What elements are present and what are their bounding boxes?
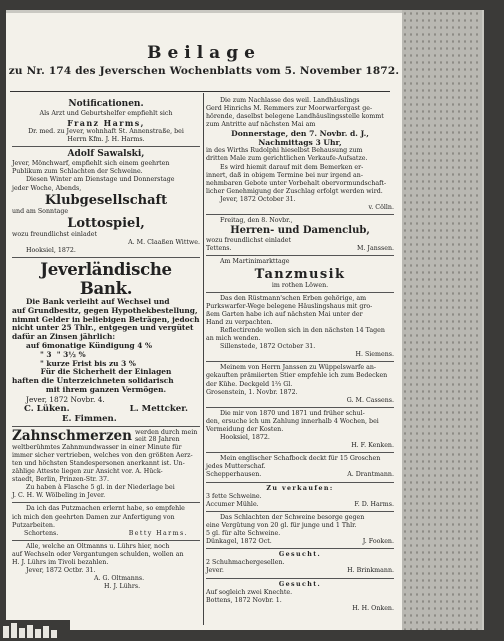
rule <box>12 540 200 541</box>
text-line: auf Wechseln oder Vergantungen schulden, wollen an <box>12 550 184 558</box>
notif-name: Franz Harms, <box>67 118 145 129</box>
text-line: dritten Male zum gerichtlichen Verkaufe-Aufsatze. <box>206 155 368 163</box>
rule <box>206 578 394 579</box>
verk-title: Zu verkaufen: <box>266 484 334 492</box>
text-line: Die mir von 1870 und 1871 und früher schul- <box>220 409 365 417</box>
text-line: " 3½ <box>56 349 77 359</box>
bank-title: Jeverländische Bank. <box>40 260 172 299</box>
text-line: in des Wirths Rudolphi hieselbst Behausung zum <box>206 147 363 155</box>
text-line: Die zum Nachlasse des weil. Landhäuslings <box>220 97 360 104</box>
text-line: Herrn Kfm. J. H. Harms. <box>67 136 145 144</box>
text-line: Mein englischer Schafbock deckt für 15 Groschen <box>220 455 381 463</box>
text-line: Es wird hiemit darauf mit dem Bemerken er- <box>220 163 364 171</box>
text-line: nehmbaren Gebote unter Vorbehalt obervormundschaft- <box>206 179 387 187</box>
text-line: licher Genehmigung der Zuschlag erfolgt werden wird. <box>206 187 383 195</box>
signature: E. Fimmen. <box>62 413 117 424</box>
signature: H. Brinkmann. <box>347 567 394 575</box>
text-line: Vermeidung der Kosten. <box>206 426 284 433</box>
text-line: auf 6monatige Kündigung 4 <box>26 341 143 351</box>
text-line: Reflectirende wollen sich in den nächsten 14 Tagen <box>220 326 385 334</box>
text-line: wozu freundlichst einladet <box>206 237 291 245</box>
klub-title: Klubgesellschaft <box>44 192 168 208</box>
text-line: " 3 <box>40 349 52 359</box>
text-line: Jever, 1872 October 31. <box>220 195 296 203</box>
text-line: Jever, 1872 Octbr. 31. <box>26 567 96 575</box>
masthead <box>6 13 402 91</box>
text-line: Accumer Mühle. <box>206 500 259 508</box>
text-line: Da ich das Putzmachen erlernt habe, so empfehle <box>26 505 185 513</box>
signature: C. Lüken. <box>24 403 70 414</box>
text-line: gekauften prämiierten Stier empfehle ich zum Bedecken <box>206 372 388 380</box>
text-line: Schortens. <box>24 529 59 537</box>
text-line: Meinem von Herrn Janssen zu Wüppelswarfe an- <box>220 364 377 372</box>
text-line: Hooksiel, 1872. <box>26 246 76 254</box>
text-line: Diesen Winter am Dienstage und Donnerstage <box>26 176 175 184</box>
tanz-title: Tanzmusik <box>254 266 346 282</box>
text-line: mit ihrem ganzen Vermögen. <box>45 385 167 394</box>
rule <box>206 255 394 256</box>
signature: H. J. Lührs. <box>104 583 141 591</box>
text-line: Schepperhausen. <box>206 471 262 479</box>
text-line: % <box>145 341 153 351</box>
text-line: Jever, 1872 Novbr. 4. <box>26 394 105 404</box>
text-line: ten und höchsten Standespersonen anerkannt ist. Un- <box>12 459 185 467</box>
left-column <box>12 93 200 591</box>
text-line: Jever, Mönchwarf, empfiehlt sich einem geehrten <box>12 160 170 168</box>
text-line: im rothen Löwen. <box>271 281 329 289</box>
text-line: Purkswarfer-Wege belegene Häuslingshaus mit gro- <box>206 302 373 310</box>
text-line: hörende, daselbst belegene Landhäuslingsstelle kommt <box>206 113 384 121</box>
text-line: Bottens, 1872 Novbr. 1. <box>206 596 282 604</box>
text-line: Am Martinimarkttage <box>220 258 290 266</box>
text-line: innert, daß in obigem Termine bei nur irgend an- <box>206 171 363 179</box>
sale-date: Donnerstage, den 7. Novbr. d. J., <box>231 129 369 139</box>
text-line: % <box>78 349 86 359</box>
signature: H. Siemens. <box>355 351 394 359</box>
title-rule <box>10 91 390 92</box>
rule <box>206 548 394 549</box>
text-line: immer sicher vertrieben, welches von den größten Aerz- <box>12 451 193 459</box>
text-line: ich mich den geehrten Damen zur Anfertigung von <box>12 513 175 521</box>
sale-time: Nachmittags 3 Uhr, <box>258 138 342 148</box>
rule <box>12 257 200 258</box>
newspaper-page <box>6 13 402 630</box>
text-line: dafür an Zinsen jährlich: <box>12 332 116 342</box>
text-line: der Kühe. Deckgeld 1⅔ Gl. <box>206 380 293 388</box>
club-title: Herren- und Damenclub, <box>230 225 370 237</box>
rule <box>206 511 394 512</box>
text-line: " kurze Frist bis zu 3 <box>40 358 127 368</box>
sawalski-name: Adolf Sawalski, <box>67 149 145 160</box>
text-line: % <box>128 358 136 368</box>
rule <box>206 407 394 408</box>
lotto-title: Lottospiel, <box>67 215 145 231</box>
text-line: Publikum zum Schlachten der Schweine. <box>12 168 143 176</box>
text-line: Auf sogleich zwei Knechte. <box>206 588 293 596</box>
zahn-title: Zahnschmerzen <box>12 427 132 444</box>
text-line: 2 Schuhmachergesellen. <box>206 559 285 567</box>
signature: G. M. Cassens. <box>346 396 394 404</box>
text-line: jeder Woche, Abends, <box>12 184 82 192</box>
text-line: eine Vergütung von 20 gl. für junge und 1 Thlr. <box>206 521 357 529</box>
text-line: Jever. <box>206 567 224 575</box>
text-line: Alle, welche an Oltmanns u. Lührs hier, noch <box>26 542 170 550</box>
text-line: 5 gl. für alte Schweine. <box>206 530 281 538</box>
text-line: und am Sonntage <box>12 207 69 215</box>
text-line: Als Arzt und Geburtshelfer empfiehlt sich <box>39 110 173 117</box>
text-line: wozu freundlichst einladet <box>12 230 97 238</box>
rule <box>12 146 200 147</box>
rule <box>206 452 394 453</box>
signature: H. F. Kenken. <box>351 442 394 450</box>
signature: H. H. Onken. <box>352 604 394 612</box>
text-line: zum Antritte auf nächsten Mai am <box>206 121 316 129</box>
rule <box>206 214 394 215</box>
text-line: Hooksiel, 1872. <box>220 434 270 442</box>
text-line: Das Schlachten der Schweine besorge gegen <box>220 513 365 521</box>
text-line: Tettens. <box>206 245 232 253</box>
text-line: staedt, Berlin, Prinzen-Str. 37. <box>12 476 109 484</box>
signature: v. Cölln. <box>368 204 394 212</box>
notif-title: Notificationen. <box>68 99 144 109</box>
signature: Betty Harms. <box>128 529 188 537</box>
text-line: Dünkagel, 1872 Oct. <box>206 538 272 546</box>
text-line: nimmt Gelder in beliebigen Beträgen, jedoch <box>12 314 200 324</box>
signature: M. Janssen. <box>356 245 394 253</box>
rule <box>12 502 200 503</box>
text-line: haften die Unterzeichneten solidarisch <box>12 376 174 386</box>
signature: F. D. Harms. <box>354 500 394 508</box>
right-column <box>206 93 394 613</box>
text-line: Das den Rüstmann'schen Erben gehörige, am <box>220 294 367 302</box>
rule <box>12 426 200 427</box>
ges2-title: Gesucht. <box>278 580 322 588</box>
text-line: Zu haben à Flasche 5 gl. in der Niederlage bei <box>26 484 175 492</box>
text-line: Freitag, den 8. Novbr., <box>220 217 293 225</box>
text-line: Grosenstein, 1. Novbr. 1872. <box>206 388 298 396</box>
text-line: zählige Atteste liegen zur Ansicht vor. A. Hück- <box>12 468 163 476</box>
text-line: an mich wenden. <box>206 335 261 343</box>
text-line: Hand zu verpachten. <box>206 318 273 326</box>
rule <box>206 482 394 483</box>
library-logo-icon <box>0 620 70 641</box>
text-line: jedes Mutterschaf. <box>206 463 266 471</box>
text-line: J. C. H. W. Wölbeling in Jever. <box>12 492 106 500</box>
text-line: Putzarbeiten. <box>12 521 55 529</box>
text-line: auf Grundbesitz, gegen Hypothekbestellung, <box>12 305 198 315</box>
text-line: den, ersuche ich um Zahlung innerhalb 4 Wochen, bei <box>206 417 379 425</box>
text-line: Gerd Hinrichs M. Remmers zur Moorwarfergast ge- <box>206 105 373 113</box>
text-line: 3 fette Schweine. <box>206 492 262 500</box>
signature: L. Mettcker. <box>129 403 188 414</box>
signature: A. Drantmann. <box>347 471 394 479</box>
text-line: nicht unter 25 Thlr., entgegen und vergütet <box>12 323 194 333</box>
rule <box>206 292 394 293</box>
text-line: Dr. med. zu Jever, wohnhaft St. Annenstraße, bei <box>28 128 184 136</box>
ges1-title: Gesucht. <box>278 551 322 559</box>
rule <box>206 361 394 362</box>
text-line: H. J. Lührs im Tivoli bezahlen. <box>12 559 109 567</box>
text-line: Sillenstede, 1872 October 31. <box>220 343 316 351</box>
book-edge <box>402 10 482 630</box>
page-title: Beilage <box>147 43 261 63</box>
signature: A. M. Claaßen Wittwe. <box>128 238 200 246</box>
signature: J. Fooken. <box>362 538 394 546</box>
signature: A. G. Oltmanns. <box>94 575 145 583</box>
column-divider <box>203 93 204 625</box>
text-line: seit 28 Jahren <box>134 436 180 444</box>
page-subtitle: zu Nr. 174 des Jeverschen Wochenblatts vom 5. November 1872. <box>8 65 400 77</box>
text-line: weltberühmtes Zahnmundwasser in einer Minute für <box>12 443 182 451</box>
text-line: werden durch mein <box>134 428 198 436</box>
text-line: ßem Garten habe ich auf nächsten Mai unter der <box>206 310 363 318</box>
text-line: Für die Sicherheit der Einlagen <box>40 367 172 377</box>
text-line: Die Bank verleiht auf Wechsel und <box>26 297 170 307</box>
